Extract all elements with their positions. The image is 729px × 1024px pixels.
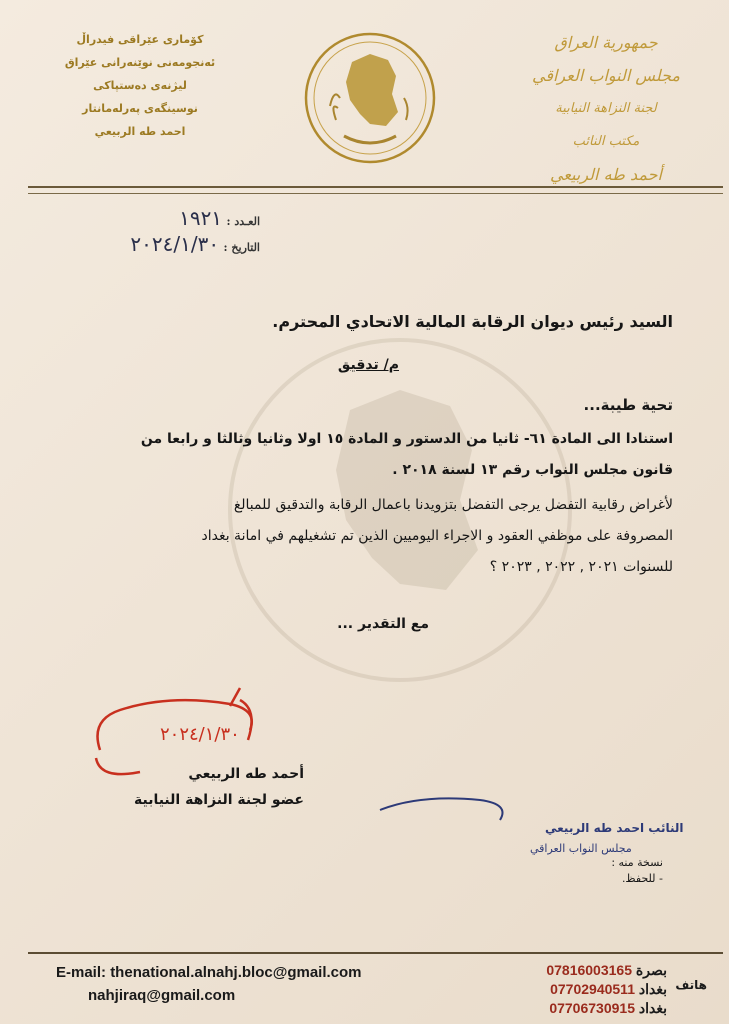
number-value: ١٩٢١: [179, 206, 223, 230]
phone-city: بغداد: [638, 981, 667, 997]
handwritten-date: ٢٠٢٤/١/٣٠: [160, 724, 240, 745]
document-number: [60, 206, 260, 230]
document-date: [60, 232, 260, 256]
phone-row: [467, 1000, 667, 1017]
phone-number[interactable]: 07706730915: [549, 1000, 635, 1016]
stamp-line-1: النائب احمد طه الربيعي: [545, 821, 684, 835]
signatory-name: أحمد طه الربيعي: [188, 766, 304, 782]
kurdish-line: کۆماری عێراقی فیدراڵ: [76, 33, 204, 46]
number-label: العـدد :: [226, 215, 260, 228]
phone-city: بصرة: [635, 962, 667, 978]
closing: مع التقدير ...: [337, 616, 429, 632]
phone-row: [467, 981, 667, 998]
paragraph1-line: استنادا الى المادة ٦١- ثانيا من الدستور و المادة ١٥ اولا وثانيا وثالثا و رابعا من: [140, 431, 673, 447]
kurdish-letterhead: [60, 28, 220, 143]
email-line-1: [56, 964, 362, 981]
email-address[interactable]: thenational.alnahj.bloc@gmail.com: [110, 964, 362, 981]
arabic-line: مجلس النواب العراقي: [532, 66, 680, 85]
copies-label: نسخة منه :: [611, 856, 663, 869]
email-line-2: [88, 987, 235, 1004]
arabic-line: أحمد طه الربيعي: [550, 165, 662, 184]
signatory-title: عضو لجنة النزاهة النيابية: [134, 792, 304, 808]
paragraph2-line: للسنوات ٢٠٢١ , ٢٠٢٢ , ٢٠٢٣ ؟: [489, 559, 673, 575]
kurdish-line: احمد طه الربيعي: [94, 125, 186, 138]
subject: م/ تدقيق: [337, 357, 399, 373]
kurdish-line: لیژنەی دەستپاکی: [93, 79, 187, 92]
email-address[interactable]: nahjiraq@gmail.com: [88, 987, 236, 1004]
arabic-line: جمهورية العراق: [554, 33, 658, 52]
date-value: ٢٠٢٤/١/٣٠: [130, 232, 220, 256]
stamp-line-2: مجلس النواب العراقي: [530, 842, 632, 855]
paragraph2-line: المصروفة على موظفي العقود و الاجراء اليوميين الذين تم تشغيلهم في امانة بغداد: [201, 528, 673, 544]
header-divider-thin: [28, 193, 723, 194]
copies-item: - للحفظ.: [621, 872, 663, 885]
arabic-line: مكتب النائب: [572, 134, 640, 149]
arabic-letterhead: [531, 26, 681, 191]
kurdish-line: نوسینگەی پەرلەمانتار: [82, 102, 198, 115]
phone-city: بغداد: [638, 1000, 667, 1016]
greeting: تحية طيبة...: [583, 396, 673, 414]
phone-label: هاتف: [675, 978, 707, 992]
header-divider: [28, 186, 723, 188]
phone-number[interactable]: 07816003165: [546, 962, 632, 978]
parliament-emblem-icon: [300, 28, 440, 168]
arabic-line: لجنة النزاهة النيابية: [555, 101, 657, 116]
footer-divider: [28, 952, 723, 954]
phone-number[interactable]: 07702940511: [550, 981, 635, 997]
phone-row: [467, 962, 667, 979]
paragraph2-line: لأغراض رقابية التفضل يرجى التفضل بتزويدنا باعمال الرقابة والتدقيق للمبالغ: [233, 497, 673, 513]
kurdish-line: ئەنجومەنی نوێنەرانی عێراق: [64, 56, 216, 69]
email-label: E-mail:: [56, 964, 107, 981]
date-label: التاريخ :: [223, 241, 260, 254]
paragraph1-line: قانون مجلس النواب رقم ١٣ لسنة ٢٠١٨ .: [392, 462, 673, 478]
addressee: السيد رئيس ديوان الرقابة المالية الاتحادي المحترم.: [272, 312, 673, 331]
